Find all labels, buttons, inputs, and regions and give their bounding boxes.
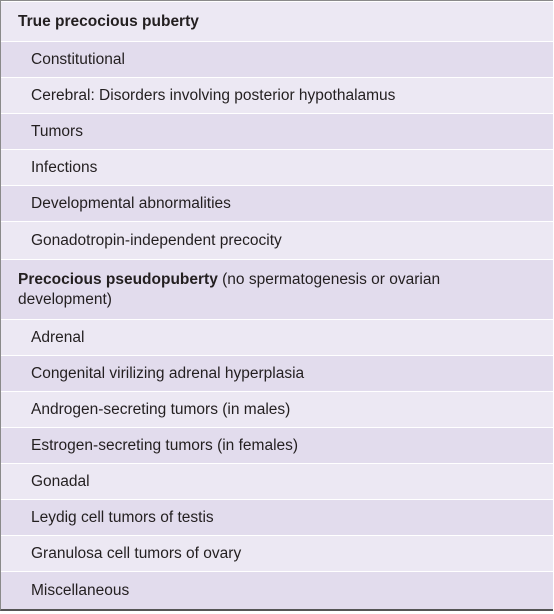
table-row (1, 221, 553, 259)
section-heading-true-precocious-puberty (1, 1, 553, 41)
row-text: Infections (31, 159, 98, 176)
table-row (1, 185, 553, 221)
row-text: Cerebral: Disorders involving posterior hypothalamus (31, 87, 396, 104)
section-heading-text: True precocious puberty (18, 13, 199, 30)
row-text: Estrogen-secreting tumors (in females) (31, 437, 299, 454)
table-row (1, 463, 553, 499)
row-text: Congenital virilizing adrenal hyperplasia (31, 365, 305, 382)
table-row (1, 149, 553, 185)
section-heading-note: (no spermatogenesis or ovarian development) (18, 271, 441, 308)
row-text: Leydig cell tumors of testis (31, 509, 214, 526)
table-row (1, 41, 553, 77)
table-row (1, 113, 553, 149)
table-row (1, 391, 553, 427)
row-text: Gonadotropin-independent precocity (31, 232, 282, 249)
table-row (1, 355, 553, 391)
table-row (1, 571, 553, 609)
row-text: Adrenal (31, 329, 85, 346)
row-text: Miscellaneous (31, 582, 130, 599)
table-row (1, 427, 553, 463)
table-row (1, 319, 553, 355)
row-text: Constitutional (31, 51, 125, 68)
row-text: Granulosa cell tumors of ovary (31, 545, 242, 562)
row-text: Androgen-secreting tumors (in males) (31, 401, 291, 418)
table-row (1, 535, 553, 571)
row-text: Tumors (31, 123, 83, 140)
section-heading-precocious-pseudopuberty (1, 259, 553, 319)
table-row (1, 77, 553, 113)
section-heading-text: Precocious pseudopuberty (18, 271, 218, 288)
row-text: Gonadal (31, 473, 90, 490)
table-row (1, 499, 553, 535)
row-text: Developmental abnormalities (31, 195, 231, 212)
